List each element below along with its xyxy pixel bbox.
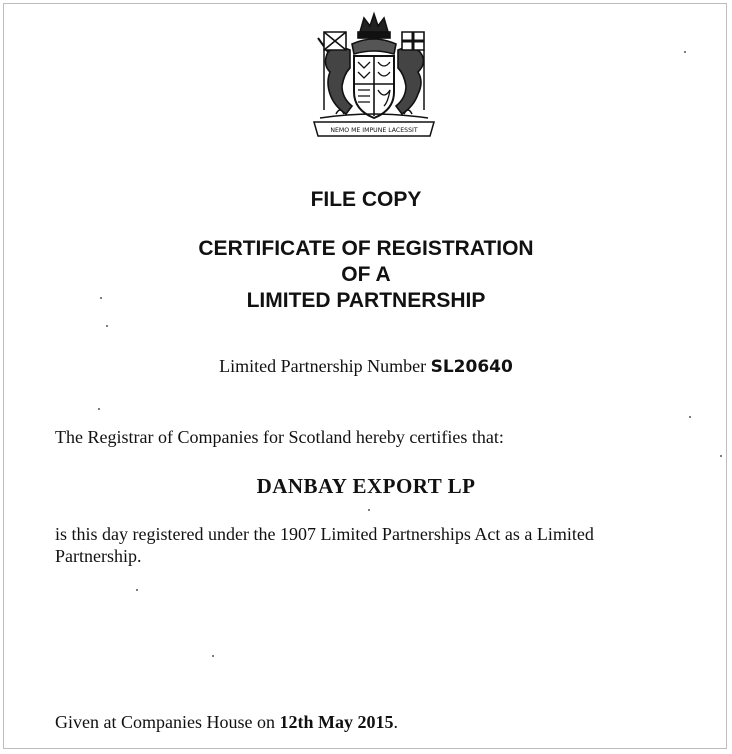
scan-speck [720, 455, 722, 457]
certificate-title-line-2: OF A [341, 263, 391, 286]
scan-speck [689, 416, 691, 418]
scan-speck [684, 51, 686, 53]
scan-speck [212, 655, 214, 657]
file-copy-heading: FILE COPY [310, 188, 422, 211]
scan-speck [100, 297, 102, 299]
given-date: 12th May 2015 [279, 712, 394, 732]
scan-speck [368, 509, 370, 511]
lp-number-value: SL20640 [430, 357, 513, 377]
company-name: DANBAY EXPORT LP [256, 474, 476, 498]
scan-speck [106, 325, 108, 327]
given-suffix: . [393, 712, 398, 732]
lp-number-label: Limited Partnership Number [219, 356, 427, 376]
registrar-statement: The Registrar of Companies for Scotland hereby certifies that: [55, 427, 504, 447]
svg-text:NEMO ME IMPUNE LACESSIT: NEMO ME IMPUNE LACESSIT [330, 127, 418, 134]
given-prefix: Given at Companies House on [55, 712, 275, 732]
royal-coat-of-arms-icon [306, 10, 442, 140]
lp-number-line [0, 356, 732, 377]
given-at-line [55, 711, 398, 733]
scan-speck [98, 408, 100, 410]
certificate-title [0, 236, 732, 314]
certificate-title-line-3: LIMITED PARTNERSHIP [246, 289, 486, 312]
registration-statement: is this day registered under the 1907 Limited Partnerships Act as a Limited Partnership. [55, 524, 594, 566]
scan-speck [136, 589, 138, 591]
certificate-title-line-1: CERTIFICATE OF REGISTRATION [198, 237, 534, 260]
